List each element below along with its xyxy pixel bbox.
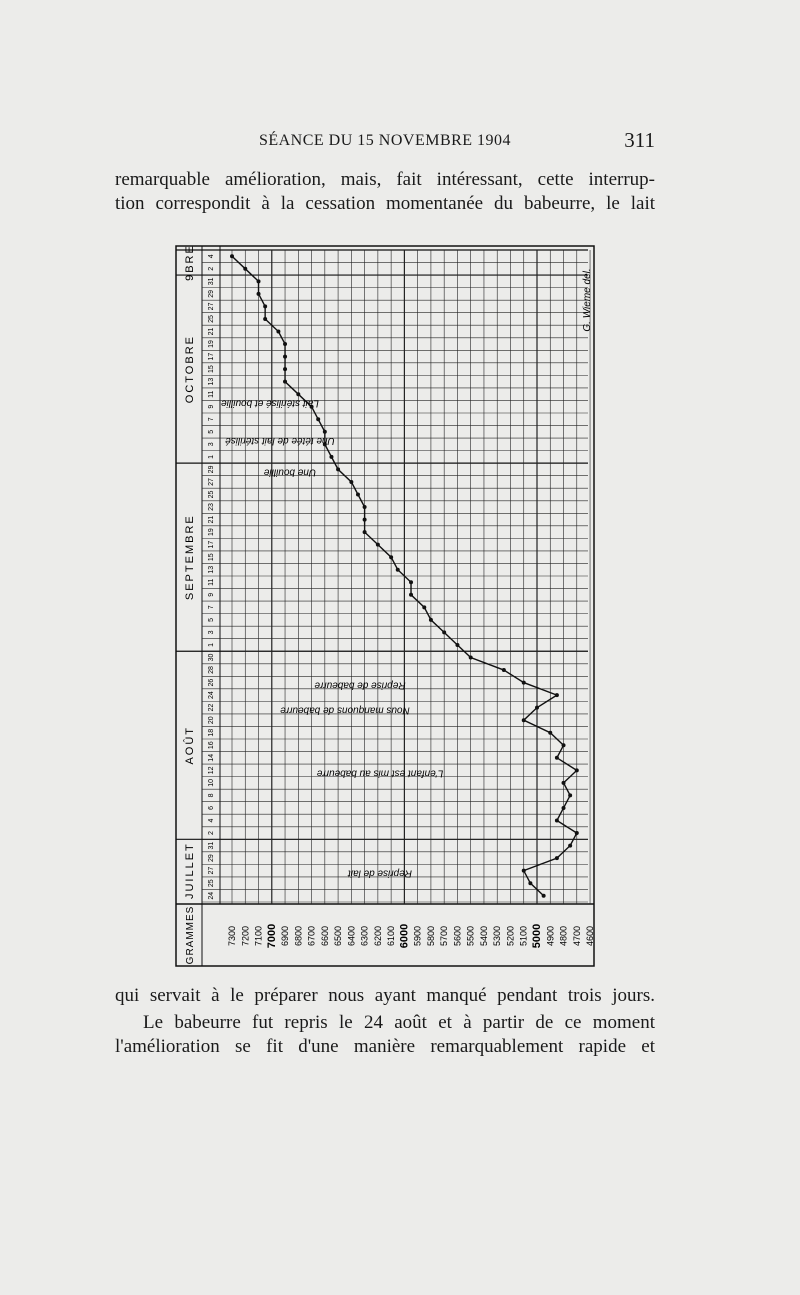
day-label: 31 bbox=[208, 277, 215, 286]
weight-tick-label: 6700 bbox=[306, 925, 317, 947]
day-label: 12 bbox=[208, 766, 215, 775]
day-label: 5 bbox=[208, 429, 215, 434]
data-point bbox=[396, 568, 400, 572]
day-label: 2 bbox=[208, 266, 215, 271]
day-label: 26 bbox=[208, 678, 215, 687]
data-point bbox=[263, 317, 267, 321]
weight-tick-label: 6500 bbox=[333, 925, 344, 947]
day-label: 22 bbox=[208, 703, 215, 712]
weight-tick-label: 7000 bbox=[265, 923, 278, 949]
data-point bbox=[230, 254, 234, 258]
chart-annotation: Une tétée de lait stérilisé bbox=[225, 435, 335, 447]
day-label: 25 bbox=[208, 490, 215, 499]
day-label: 27 bbox=[208, 866, 215, 875]
day-label: 15 bbox=[208, 553, 215, 562]
data-point bbox=[502, 668, 506, 672]
day-label: 8 bbox=[208, 793, 215, 798]
text-line: tion correspondit à la cessation momentanée du babeurre, le lait bbox=[115, 193, 655, 214]
day-label: 10 bbox=[208, 778, 215, 787]
weight-tick-label: 6200 bbox=[372, 925, 383, 947]
day-label: 15 bbox=[208, 365, 215, 374]
data-point bbox=[349, 480, 353, 484]
day-label: 4 bbox=[208, 818, 215, 823]
axis-label: GRAMMES bbox=[185, 905, 196, 965]
day-label: 29 bbox=[208, 854, 215, 863]
weight-tick-label: 5800 bbox=[425, 925, 436, 947]
weight-tick-label: 5900 bbox=[412, 925, 423, 947]
weight-tick-label: 5700 bbox=[439, 925, 450, 947]
weight-tick-label: 4900 bbox=[545, 925, 556, 947]
weight-tick-label: 7200 bbox=[240, 925, 251, 947]
data-point bbox=[555, 856, 559, 860]
weight-tick-label: 6400 bbox=[346, 925, 357, 947]
data-point bbox=[389, 555, 393, 559]
weight-tick-label: 6600 bbox=[319, 925, 330, 947]
month-name: JUILLET bbox=[184, 842, 196, 900]
data-point bbox=[522, 681, 526, 685]
day-label: 16 bbox=[208, 741, 215, 750]
data-point bbox=[528, 881, 532, 885]
chart-annotation: Reprise de babeurre bbox=[314, 679, 406, 691]
data-point bbox=[568, 844, 572, 848]
data-point bbox=[263, 304, 267, 308]
paragraph-next bbox=[115, 1011, 655, 1059]
data-point bbox=[283, 355, 287, 359]
page-number: 311 bbox=[624, 128, 655, 152]
paragraph-before-chart bbox=[115, 168, 655, 216]
day-label: 19 bbox=[208, 340, 215, 348]
day-label: 6 bbox=[208, 806, 215, 810]
data-point bbox=[243, 267, 247, 271]
day-label: 7 bbox=[208, 605, 215, 610]
day-label: 5 bbox=[208, 617, 215, 622]
day-label: 9 bbox=[208, 404, 215, 409]
weight-tick-label: 6300 bbox=[359, 925, 370, 947]
day-label: 20 bbox=[208, 716, 215, 725]
data-point bbox=[363, 518, 367, 522]
weight-tick-label: 5400 bbox=[478, 925, 489, 947]
month-name: AOÛT bbox=[184, 725, 196, 765]
data-point bbox=[409, 580, 413, 584]
month-name: SEPTEMBRE bbox=[184, 514, 196, 601]
day-label: 11 bbox=[208, 390, 215, 398]
data-point bbox=[575, 831, 579, 835]
day-label: 21 bbox=[208, 327, 215, 336]
day-label: 29 bbox=[208, 465, 215, 474]
data-point bbox=[568, 793, 572, 797]
day-label: 2 bbox=[208, 831, 215, 835]
chart-annotation: Lait stérilisé et bouillie bbox=[221, 397, 319, 409]
signature: G. Wieme del. bbox=[582, 268, 593, 332]
data-point bbox=[555, 819, 559, 823]
weight-tick-label: 5000 bbox=[531, 923, 543, 949]
text-line: Le babeurre fut repris le 24 août et à partir de ce moment bbox=[143, 1012, 655, 1033]
data-point bbox=[555, 756, 559, 760]
day-label: 25 bbox=[208, 879, 215, 888]
day-label: 31 bbox=[208, 841, 215, 850]
data-point bbox=[455, 643, 459, 647]
data-point bbox=[562, 781, 566, 785]
data-point bbox=[575, 768, 579, 772]
data-point bbox=[522, 718, 526, 722]
data-point bbox=[422, 605, 426, 609]
paragraph-after-chart bbox=[115, 984, 655, 1008]
day-label: 30 bbox=[208, 653, 215, 662]
weight-tick-label: 7300 bbox=[227, 925, 237, 947]
day-label: 27 bbox=[208, 302, 215, 311]
day-label: 24 bbox=[208, 891, 215, 900]
data-point bbox=[542, 894, 546, 898]
running-head-title: SÉANCE DU 15 NOVEMBRE 1904 bbox=[258, 132, 512, 149]
weight-tick-label: 6100 bbox=[386, 925, 397, 947]
weight-tick-label: 5200 bbox=[505, 925, 516, 947]
data-point bbox=[316, 417, 320, 421]
day-label: 14 bbox=[208, 753, 215, 762]
weight-chart bbox=[170, 240, 600, 970]
day-label: 17 bbox=[208, 352, 215, 361]
day-label: 18 bbox=[208, 728, 215, 737]
weight-tick-label: 7100 bbox=[253, 925, 264, 947]
data-point bbox=[442, 630, 446, 634]
day-label: 23 bbox=[208, 503, 215, 511]
data-point bbox=[296, 392, 300, 396]
chart-annotation: Reprise de lait bbox=[348, 867, 412, 879]
day-label: 7 bbox=[208, 417, 215, 422]
day-label: 1 bbox=[208, 454, 215, 459]
day-label: 4 bbox=[208, 254, 215, 259]
text-line: qui servait à le préparer nous ayant manqué pendant trois jours. bbox=[115, 985, 655, 1006]
day-label: 19 bbox=[208, 528, 215, 537]
data-point bbox=[522, 869, 526, 873]
data-point bbox=[429, 618, 433, 622]
data-point bbox=[356, 493, 360, 497]
data-point bbox=[562, 743, 566, 747]
day-label: 3 bbox=[208, 442, 215, 447]
chart-annotation: Nous manquons de babeurre bbox=[280, 704, 410, 716]
text-line: l'amélioration se fit d'une manière remarquablement rapide et bbox=[115, 1036, 655, 1057]
day-label: 25 bbox=[208, 315, 215, 323]
day-label: 21 bbox=[208, 515, 215, 524]
weight-tick-label: 6000 bbox=[398, 923, 411, 949]
chart-frame bbox=[176, 246, 594, 966]
data-point bbox=[535, 706, 539, 710]
data-point bbox=[323, 430, 327, 434]
weight-tick-label: 5500 bbox=[465, 925, 476, 947]
day-label: 3 bbox=[208, 630, 215, 635]
weight-tick-label: 4700 bbox=[571, 925, 582, 947]
data-point bbox=[562, 806, 566, 810]
data-point bbox=[555, 693, 559, 697]
text-line: remarquable amélioration, mais, fait intéressant, cette interrup- bbox=[115, 169, 655, 190]
weight-tick-label: 4600 bbox=[585, 925, 596, 947]
day-label: 9 bbox=[208, 592, 215, 597]
chart-annotation: L'enfant est mis au babeurre bbox=[316, 767, 444, 779]
chart-annotation: Une bouillie bbox=[263, 466, 317, 478]
weight-tick-label: 5300 bbox=[492, 925, 503, 947]
weight-chart-svg bbox=[170, 240, 600, 970]
data-point bbox=[548, 731, 552, 735]
data-point bbox=[376, 543, 380, 547]
weight-tick-label: 6800 bbox=[293, 925, 304, 947]
data-point bbox=[257, 279, 261, 283]
day-label: 24 bbox=[208, 691, 215, 700]
month-name: 9BRE bbox=[184, 244, 196, 281]
weight-tick-label: 5100 bbox=[518, 925, 529, 947]
month-name: OCTOBRE bbox=[184, 335, 196, 404]
weight-tick-label: 5600 bbox=[452, 925, 463, 947]
data-point bbox=[363, 530, 367, 534]
data-point bbox=[469, 656, 473, 660]
day-label: 29 bbox=[208, 289, 215, 298]
data-point bbox=[409, 593, 413, 597]
running-head bbox=[115, 128, 655, 156]
day-label: 13 bbox=[208, 377, 215, 386]
day-label: 11 bbox=[208, 578, 215, 586]
data-point bbox=[283, 367, 287, 371]
data-point bbox=[336, 467, 340, 471]
data-point bbox=[283, 342, 287, 346]
weight-tick-label: 4800 bbox=[558, 925, 569, 947]
data-point bbox=[329, 455, 333, 459]
day-label: 17 bbox=[208, 540, 215, 549]
day-label: 27 bbox=[208, 478, 215, 486]
day-label: 13 bbox=[208, 565, 215, 574]
weight-tick-label: 6900 bbox=[280, 925, 291, 947]
day-label: 28 bbox=[208, 666, 215, 674]
data-point bbox=[363, 505, 367, 509]
data-point bbox=[276, 330, 280, 334]
data-point bbox=[257, 292, 261, 296]
day-label: 1 bbox=[208, 643, 215, 647]
data-point bbox=[283, 380, 287, 384]
